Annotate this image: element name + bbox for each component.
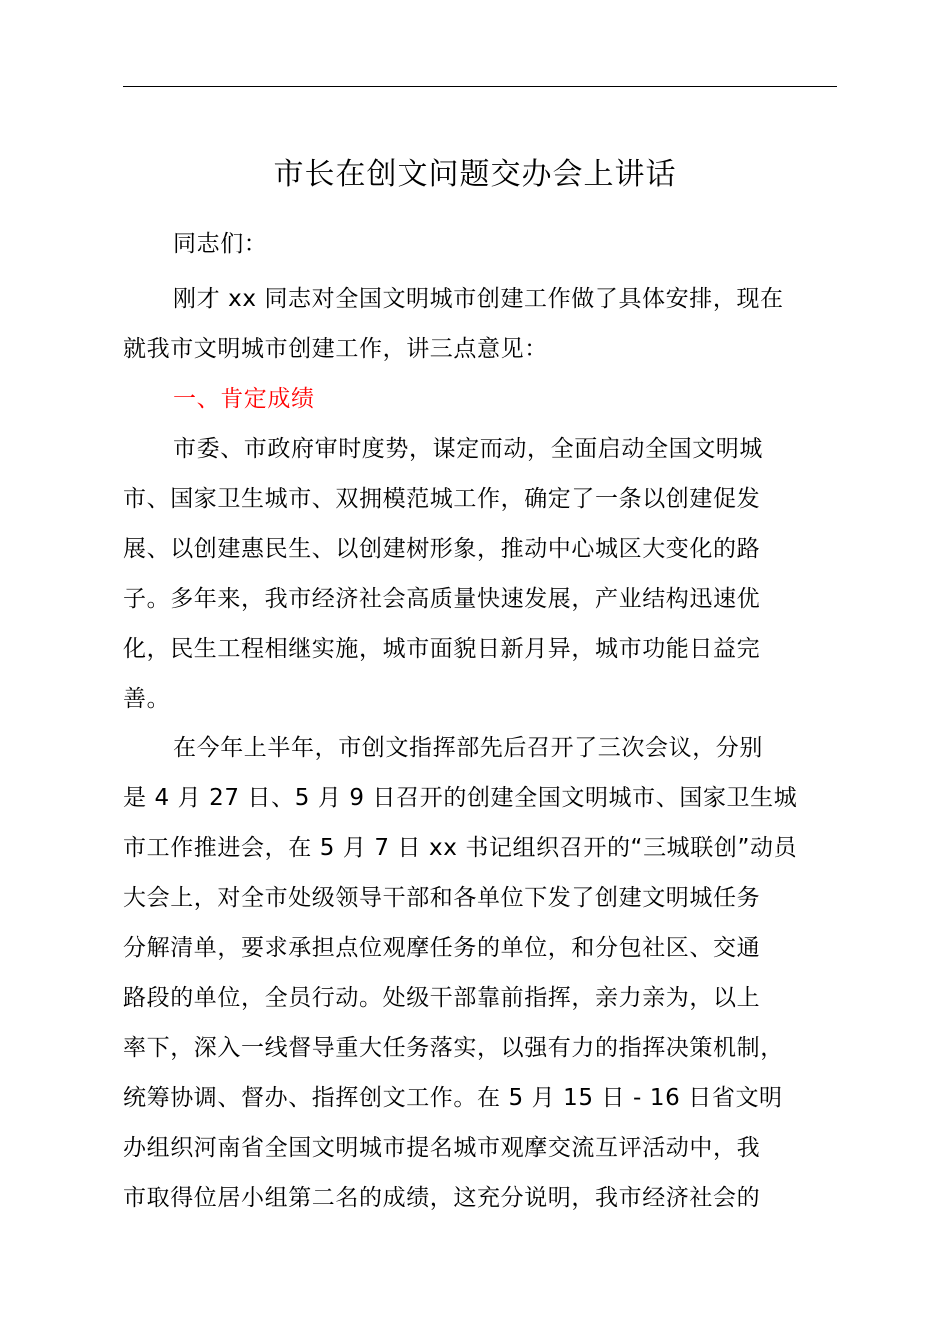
paragraph-1-line-2: 市、国家卫生城市、双拥模范城工作，确定了一条以创建促发 [123,486,761,512]
document-title: 市长在创文问题交办会上讲话 [273,157,677,192]
header-rule [123,86,837,87]
paragraph-2-line-9: 办组织河南省全国文明城市提名城市观摩交流互评活动中，我 [123,1135,761,1161]
paragraph-2-line-3: 市工作推进会，在 5 月 7 日 xx 书记组织召开的“三城联创”动员 [123,835,798,861]
paragraph-1-line-6: 善。 [123,686,171,712]
paragraph-1-line-4: 子。多年来，我市经济社会高质量快速发展，产业结构迅速优 [123,586,761,612]
paragraph-1-line-1: 市委、市政府审时度势，谋定而动，全面启动全国文明城 [173,436,763,462]
paragraph-1-line-5: 化，民生工程相继实施，城市面貌日新月异，城市功能日益完 [123,636,761,662]
paragraph-2-line-10: 市取得位居小组第二名的成绩，这充分说明，我市经济社会的 [123,1185,761,1211]
paragraph-2-line-8: 统筹协调、督办、指挥创文工作。在 5 月 15 日 - 16 日省文明 [123,1085,783,1111]
paragraph-2-line-4: 大会上，对全市处级领导干部和各单位下发了创建文明城任务 [123,885,761,911]
paragraph-2-line-2: 是 4 月 27 日、5 月 9 日召开的创建全国文明城市、国家卫生城 [123,785,798,811]
paragraph-1-line-3: 展、以创建惠民生、以创建树形象，推动中心城区大变化的路 [123,536,761,562]
paragraph-2-line-5: 分解清单，要求承担点位观摩任务的单位，和分包社区、交通 [123,935,761,961]
salutation: 同志们： [173,231,268,257]
paragraph-2-line-6: 路段的单位，全员行动。处级干部靠前指挥，亲力亲为，以上 [123,985,761,1011]
intro-line-1: 刚才 xx 同志对全国文明城市创建工作做了具体安排，现在 [173,286,784,312]
paragraph-2-line-1: 在今年上半年，市创文指挥部先后召开了三次会议，分别 [173,735,763,761]
intro-line-2: 就我市文明城市创建工作，讲三点意见： [123,336,548,362]
paragraph-2-line-7: 率下，深入一线督导重大任务落实，以强有力的指挥决策机制， [123,1035,784,1061]
section-heading: 一、肯定成绩 [173,386,315,412]
